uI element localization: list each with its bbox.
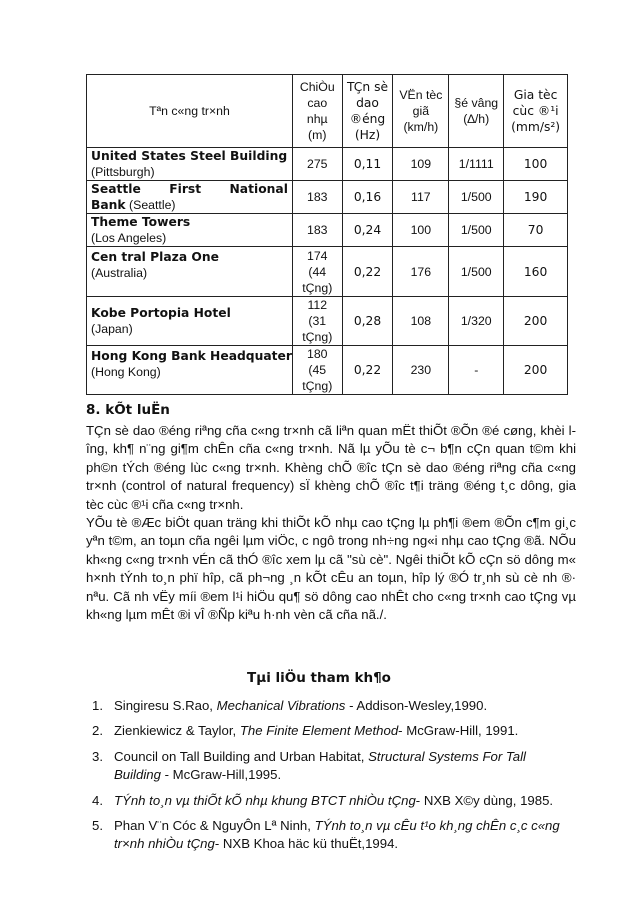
name-word: National <box>229 182 288 196</box>
reference-number: 2. <box>92 723 103 739</box>
frequency-cell: 0,22 <box>342 247 393 297</box>
references-list <box>86 690 576 854</box>
name-word: Bank <box>91 198 126 212</box>
wind-speed-cell: 117 <box>393 181 449 214</box>
header-deflection: §é vâng (∆/h) <box>449 75 504 148</box>
building-name: Kobe Portopia Hotel <box>91 306 231 320</box>
height-cell: 275 <box>292 148 342 181</box>
acceleration-cell: 190 <box>504 181 568 214</box>
reference-author: Singiresu S.Rao, <box>114 698 217 713</box>
building-name-cell <box>87 297 293 346</box>
building-name-cell <box>87 247 293 297</box>
building-name <box>91 181 288 197</box>
wind-speed-cell: 100 <box>393 214 449 247</box>
wind-speed-cell: 176 <box>393 247 449 297</box>
building-name: Hong Kong Bank Headquater <box>91 349 292 363</box>
reference-item <box>86 817 576 854</box>
building-name-cell <box>87 181 293 214</box>
building-name-cell <box>87 346 293 395</box>
deflection-cell: 1/320 <box>449 297 504 346</box>
conclusion-paragraph-2: YÕu tè ®Æc biÖt quan träng khi thiÕt kÕ nhµ cao tÇng lµ ph¶i ®em ®Õn c¶m gi¸c yªn t©m, an toµn cña ngêi lµm viÖc, c ngô trong nh÷ng ng«i nhµ cao tÇng ®ã. NÕu kh«ng c«ng tr×nh vÉn cã thÓ ®îc xem lµ cã "sù cè". Ngêi thiÕt kÕ cÇn sö dông m« h×nh tÝnh to¸n phï hîp, cã ph¬ng ¸n kÕt cÊu an toµn, hîp lý ®Ó tr¸nh sù cè nh ®· nªu. Cã nh vËy míi ®em l¹i hiÖu qu¶ sö dông cao nhÊt cho c«ng tr×nh cao tÇng vµ kh«ng lµm mÊt ®i vÎ ®Ñp kiªu h·nh vèn cã cña nã./. <box>86 515 576 623</box>
name-word: Seattle <box>91 182 141 196</box>
building-name-cell <box>87 214 293 247</box>
reference-author: Phan V¨n Cóc & NguyÔn Lª Ninh, <box>114 818 315 834</box>
reference-number: 4. <box>92 792 103 808</box>
reference-title: TÝnh to¸n vµ cÊu t¹o kh¸ng chÊn c¸c c«ng tr×nh nhiÒu tÇng <box>114 818 560 852</box>
reference-publisher: - McGraw-Hill, 1991. <box>398 723 519 739</box>
name-word: First <box>169 182 202 196</box>
building-name: Cen tral Plaza One <box>91 250 219 264</box>
reference-number: 5. <box>92 818 103 834</box>
reference-publisher: - NXB Khoa häc kü thuËt,1994. <box>214 836 399 852</box>
table-header-row <box>87 75 568 148</box>
acceleration-cell: 100 <box>504 148 568 181</box>
reference-item <box>86 697 576 715</box>
reference-title: The Finite Element Method <box>239 723 399 739</box>
height-cell: 112 (31 tÇng) <box>292 297 342 346</box>
reference-author: Zienkiewicz & Taylor, <box>114 723 240 739</box>
frequency-cell: 0,24 <box>342 214 393 247</box>
building-location: (Australia) <box>91 266 148 280</box>
acceleration-cell: 200 <box>504 346 568 395</box>
wind-speed-cell: 230 <box>393 346 449 395</box>
building-frequency-table <box>86 74 568 395</box>
header-acceleration: Gia tèc cùc ®¹i (mm/s²) <box>504 75 568 148</box>
reference-publisher: - Addison-Wesley,1990. <box>345 698 488 713</box>
acceleration-cell: 160 <box>504 247 568 297</box>
reference-publisher: - NXB X©y dùng, 1985. <box>415 792 554 808</box>
acceleration-cell: 200 <box>504 297 568 346</box>
conclusion-paragraph-1: TÇn sè dao ®éng riªng cña c«ng tr×nh cã liªn quan mËt thiÕt ®Õn ®é cøng, khèi lîng, kh¶ n¨ng gi¶m chÊn cña c«ng tr×nh. Nã lµ yÕu tè c¬ b¶n cÇn quan t©m khi ph©n tÝch ®éng lùc c«ng tr×nh. Khèng chÕ ®îc tÇn sè dao ®éng riªng cña c«ng tr×nh (control of natural frequency) sÏ khèng chÕ ®îc t¶i träng ®éng t¸c dông, gia tèc cùc ®¹i cña c«ng tr×nh. <box>86 423 576 512</box>
building-location: (Seattle) <box>129 198 176 212</box>
reference-number: 3. <box>92 748 103 764</box>
building-location: (Japan) <box>91 322 133 336</box>
header-wind-speed: VËn tèc giã (km/h) <box>393 75 449 148</box>
references-title: Tµi liÖu tham kh¶o <box>247 670 391 686</box>
building-name: Theme Towers <box>91 215 191 229</box>
reference-item <box>86 792 576 810</box>
reference-number: 1. <box>92 698 103 713</box>
reference-title: Mechanical Vibrations <box>216 698 346 713</box>
building-location: (Hong Kong) <box>91 365 161 379</box>
deflection-cell: 1/500 <box>449 247 504 297</box>
building-name: United States Steel Building <box>91 149 288 163</box>
reference-item <box>86 748 576 785</box>
wind-speed-cell: 109 <box>393 148 449 181</box>
height-cell: 174 (44 tÇng) <box>292 247 342 297</box>
height-cell: 180 (45 tÇng) <box>292 346 342 395</box>
building-location: (Los Angeles) <box>91 231 167 245</box>
table-row <box>87 247 568 297</box>
reference-author: Council on Tall Building and Urban Habitat, <box>114 748 369 764</box>
header-height: ChiÒu cao nhµ (m) <box>292 75 342 148</box>
frequency-cell: 0,16 <box>342 181 393 214</box>
building-name-cell <box>87 148 293 181</box>
table-row <box>87 297 568 346</box>
table-row <box>87 181 568 214</box>
frequency-cell: 0,11 <box>342 148 393 181</box>
table-row <box>87 346 568 395</box>
reference-title: TÝnh to¸n vµ thiÕt kÕ nhµ khung BTCT nhiÒu tÇng <box>114 792 416 808</box>
deflection-cell: 1/1111 <box>449 148 504 181</box>
table-row <box>87 148 568 181</box>
frequency-cell: 0,28 <box>342 297 393 346</box>
height-cell: 183 <box>292 214 342 247</box>
reference-item <box>86 722 576 740</box>
deflection-cell: 1/500 <box>449 214 504 247</box>
frequency-cell: 0,22 <box>342 346 393 395</box>
acceleration-cell: 70 <box>504 214 568 247</box>
reference-title: Structural Systems For Tall Building <box>114 748 526 783</box>
header-frequency: TÇn sè dao ®éng (Hz) <box>342 75 393 148</box>
deflection-cell: - <box>449 346 504 395</box>
height-cell: 183 <box>292 181 342 214</box>
section-heading-conclusion: 8. kÕt luËn <box>86 402 170 418</box>
wind-speed-cell: 108 <box>393 297 449 346</box>
deflection-cell: 1/500 <box>449 181 504 214</box>
building-location: (Pittsburgh) <box>91 165 155 179</box>
reference-publisher: - McGraw-Hill,1995. <box>160 767 282 783</box>
table-row <box>87 214 568 247</box>
header-name: Tªn c«ng tr×nh <box>87 75 293 148</box>
